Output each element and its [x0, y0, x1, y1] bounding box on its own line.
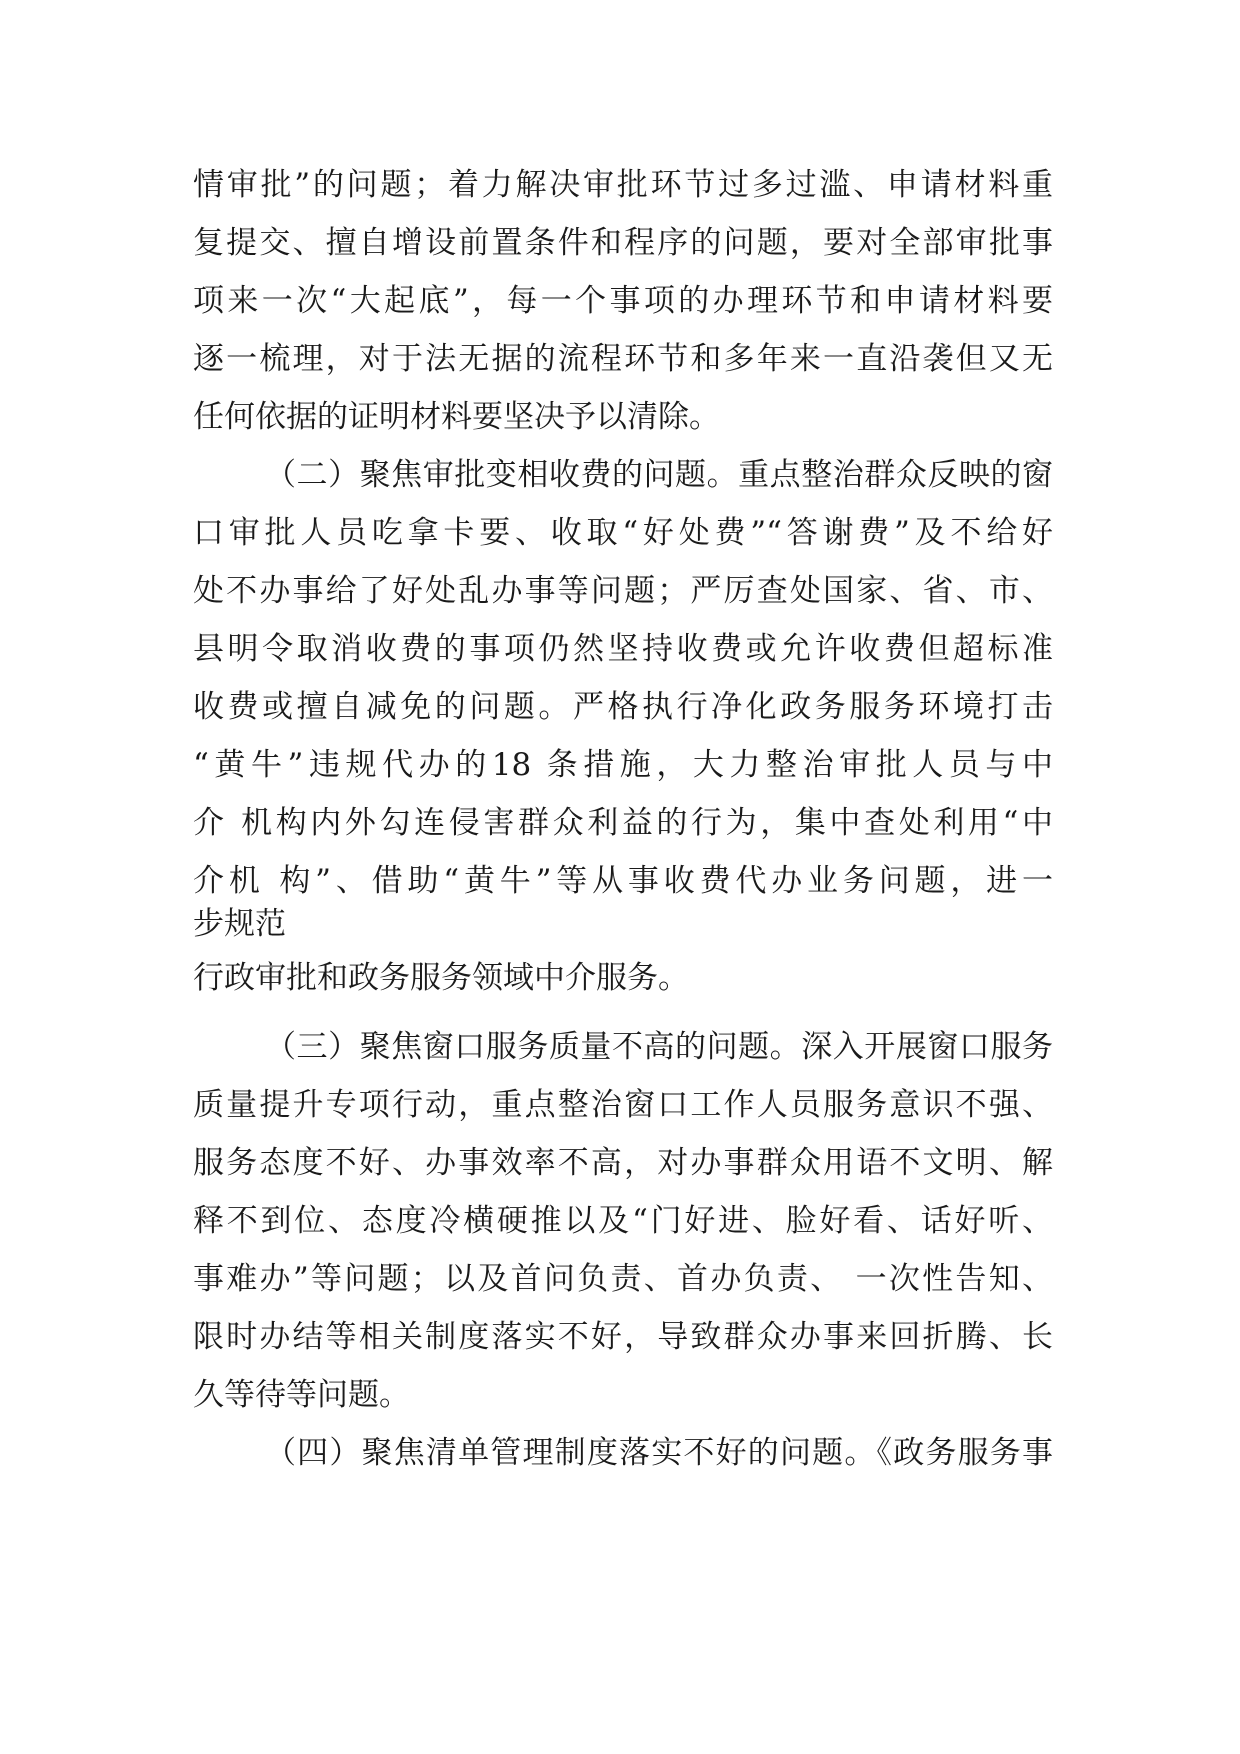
- paragraph-heading-2: （二）聚焦审批变相收费的问题。重点整治群众反映的窗: [265, 457, 1053, 493]
- text-line: 久等待等问题。: [193, 1377, 410, 1413]
- text-line: 口审批人员吃拿卡要、收取“好处费”“答谢费”及不给好: [193, 515, 1053, 551]
- text-line: 逐一梳理，对于法无据的流程环节和多年来一直沿袭但又无: [193, 341, 1053, 377]
- paragraph-heading-4: （四）聚焦清单管理制度落实不好的问题。《政务服务事: [265, 1435, 1053, 1471]
- text-line: 介 机构内外勾连侵害群众利益的行为，集中查处利用“中: [193, 805, 1053, 841]
- text-line: 处不办事给了好处乱办事等问题；严厉查处国家、省、市、: [193, 573, 1053, 609]
- text-line: 情审批”的问题；着力解决审批环节过多过滥、申请材料重: [193, 167, 1053, 203]
- text-line: 释不到位、态度冷横硬推以及“门好进、脸好看、话好听、: [193, 1203, 1053, 1239]
- text-line: 项来一次“大起底”，每一个事项的办理环节和申请材料要: [193, 283, 1053, 319]
- text-line: 介机 构”、借助“黄牛”等从事收费代办业务问题，进一: [193, 863, 1053, 899]
- text-line: 限时办结等相关制度落实不好，导致群众办事来回折腾、长: [193, 1319, 1053, 1355]
- text-line: 步规范: [193, 906, 286, 942]
- text-line: 事难办”等问题；以及首问负责、首办负责、 一次性告知、: [193, 1261, 1053, 1297]
- text-line: “黄牛”违规代办的18 条措施，大力整治审批人员与中: [193, 747, 1053, 783]
- text-line: 任何依据的证明材料要坚决予以清除。: [193, 399, 720, 435]
- text-line: 收费或擅自减免的问题。严格执行净化政务服务环境打击: [193, 689, 1053, 725]
- text-line: 服务态度不好、办事效率不高，对办事群众用语不文明、解: [193, 1145, 1053, 1181]
- text-line: 复提交、擅自增设前置条件和程序的问题，要对全部审批事: [193, 225, 1053, 261]
- text-line: 行政审批和政务服务领域中介服务。: [193, 960, 689, 996]
- paragraph-heading-3: （三）聚焦窗口服务质量不高的问题。深入开展窗口服务: [265, 1029, 1053, 1065]
- text-line: 县明令取消收费的事项仍然坚持收费或允许收费但超标准: [193, 631, 1053, 667]
- text-line: 质量提升专项行动，重点整治窗口工作人员服务意识不强、: [193, 1087, 1053, 1123]
